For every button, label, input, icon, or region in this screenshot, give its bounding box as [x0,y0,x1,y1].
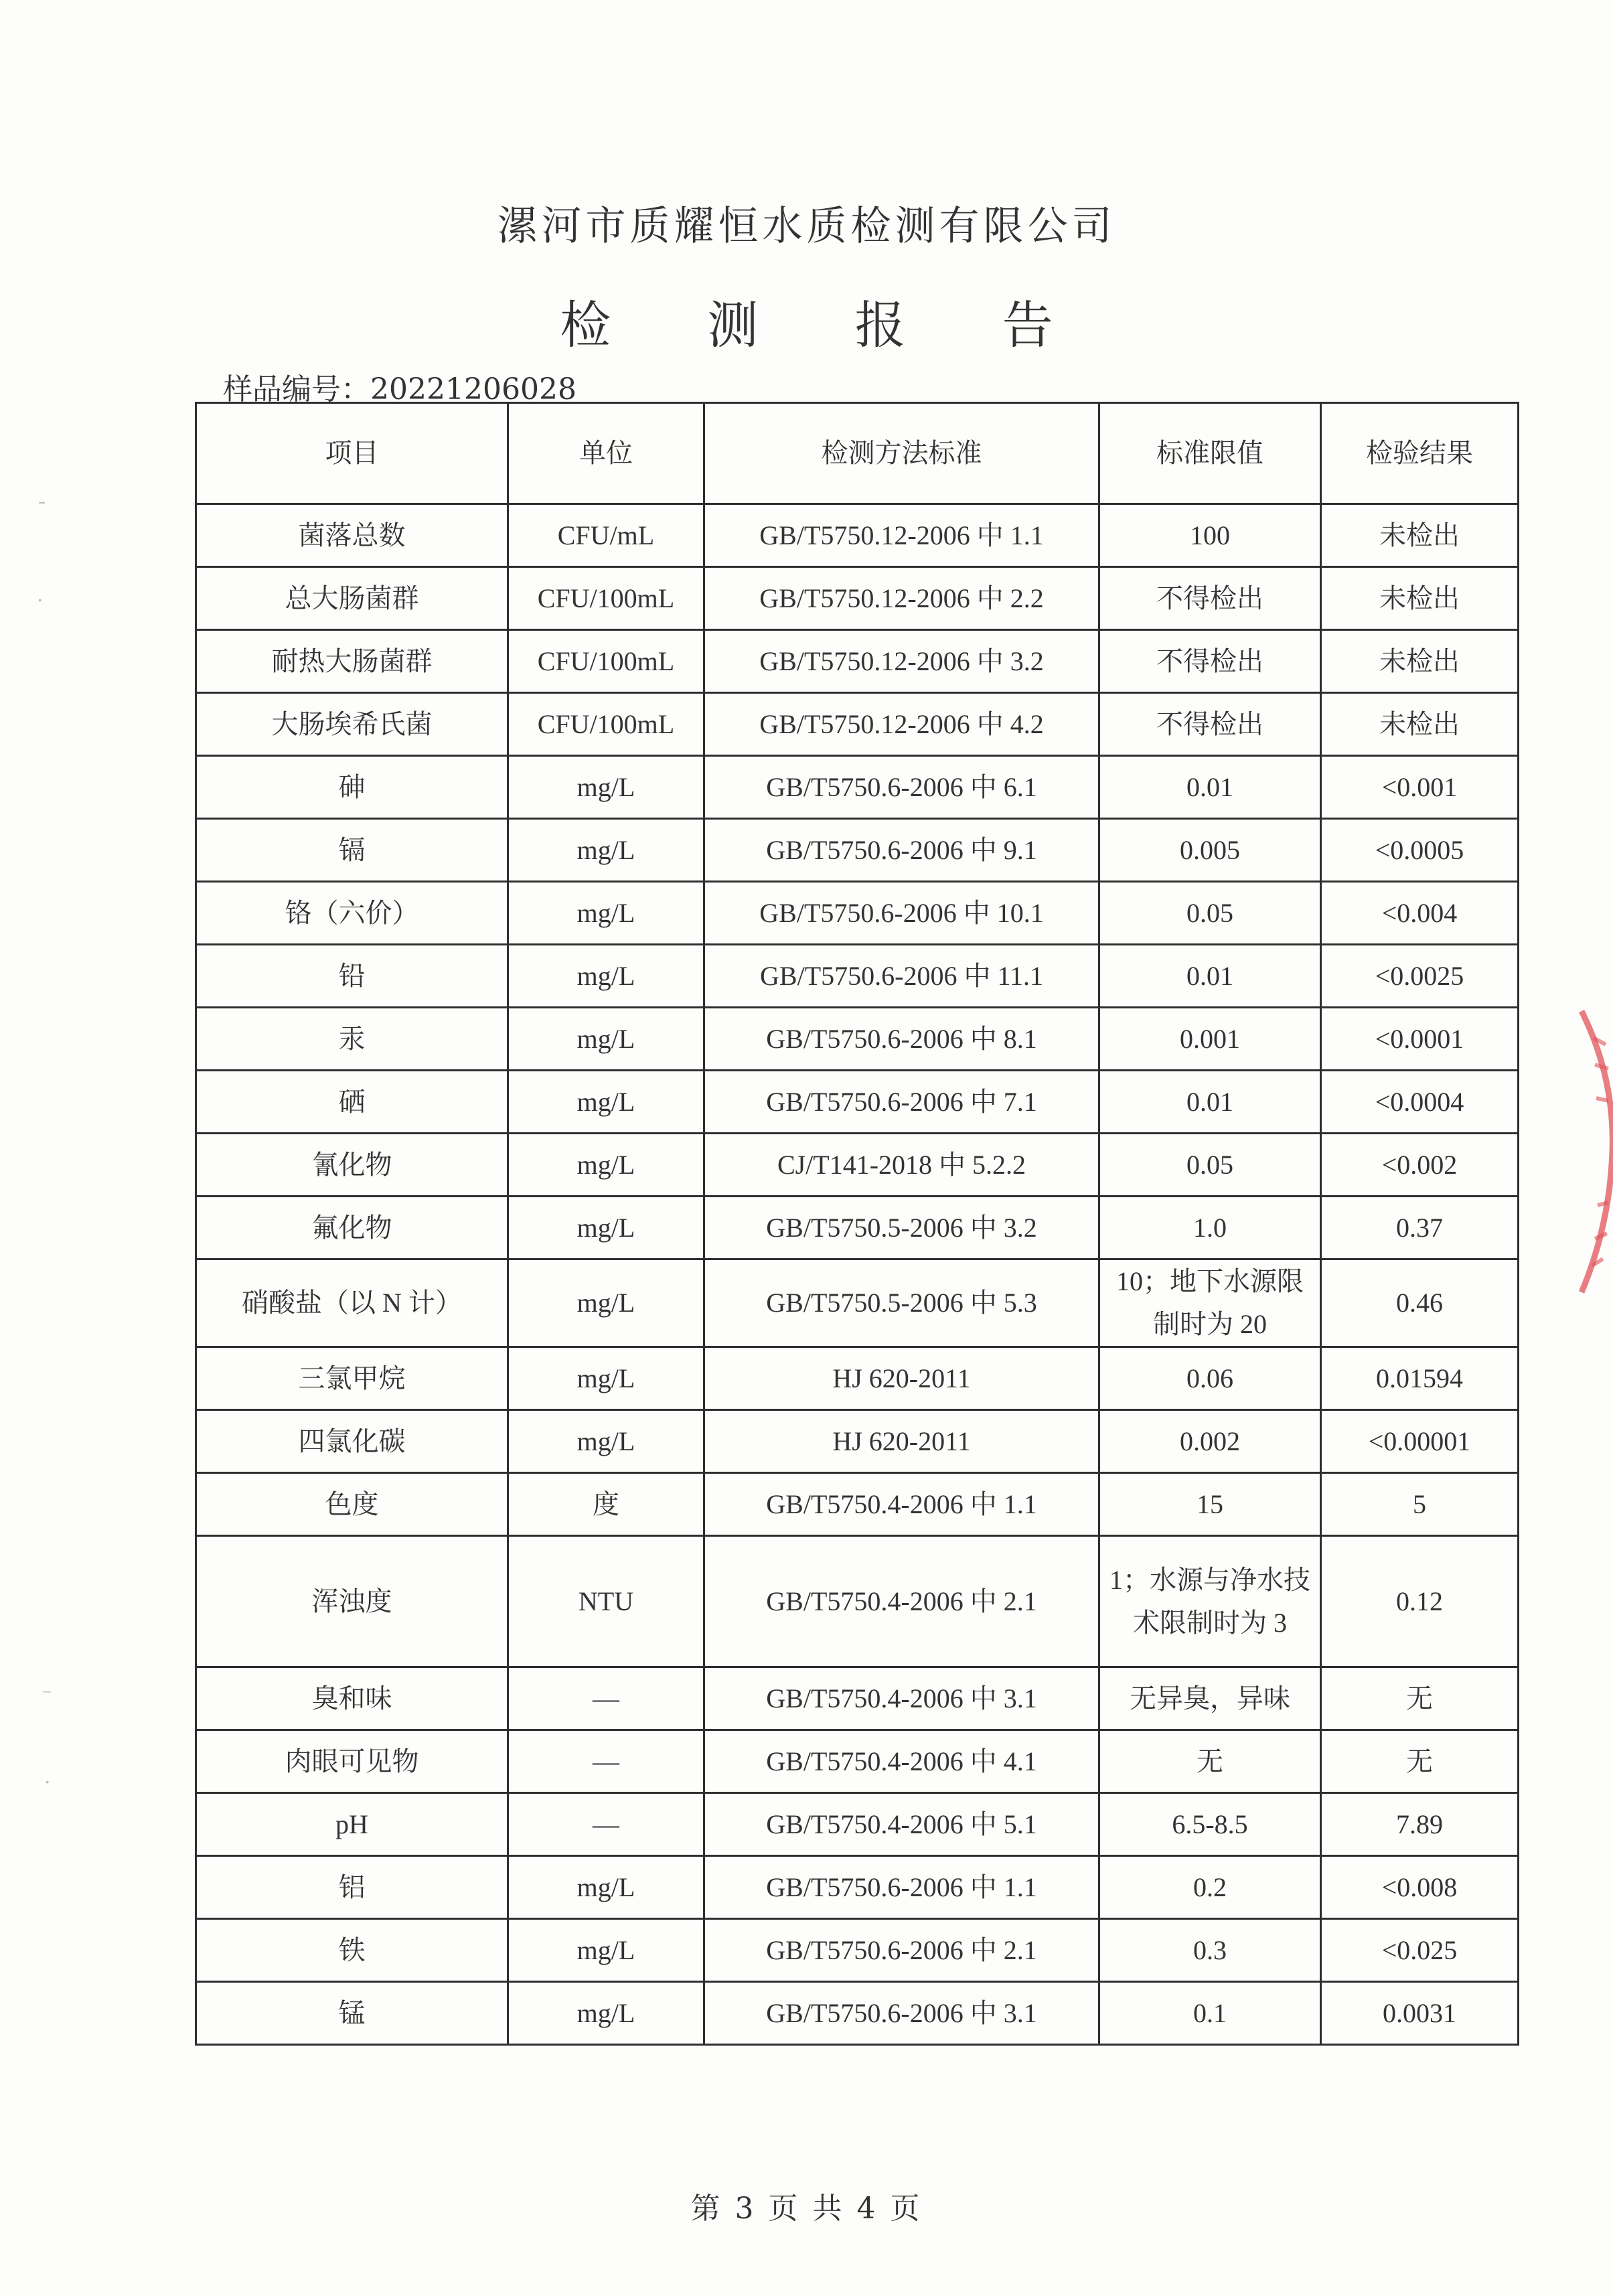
unit-cell: mg/L [508,1134,704,1197]
page-indicator: 第 3 页 共 4 页 [690,2192,923,2226]
method-cell: GB/T5750.6-2006 中 8.1 [704,1008,1099,1071]
result-cell: <0.025 [1321,1919,1519,1982]
result-cell: 未检出 [1321,567,1519,630]
limit-cell: 0.001 [1099,1008,1321,1071]
table-row [196,1197,1519,1259]
report-title: 检 测 报 告 [560,295,1093,355]
unit-cell: CFU/100mL [508,693,704,756]
item-cell: 锰 [196,1982,508,2045]
result-cell: 0.37 [1321,1197,1519,1259]
limit-cell: 15 [1099,1473,1321,1536]
unit-cell: — [508,1730,704,1793]
test-results-table [195,402,1519,2046]
item-cell: 大肠埃希氏菌 [196,693,508,756]
limit-cell: 100 [1099,504,1321,567]
method-cell: HJ 620-2011 [704,1410,1099,1473]
item-cell: 浑浊度 [196,1536,508,1667]
scan-mark: · [37,589,44,613]
limit-cell: 不得检出 [1099,567,1321,630]
method-cell: GB/T5750.4-2006 中 5.1 [704,1793,1099,1856]
unit-cell: CFU/100mL [508,630,704,693]
result-cell: 未检出 [1321,504,1519,567]
column-header-item: 项目 [196,403,508,504]
item-cell: 总大肠菌群 [196,567,508,630]
item-cell: 铅 [196,945,508,1008]
limit-cell: 1.0 [1099,1197,1321,1259]
limit-cell: 10；地下水源限制时为 20 [1099,1259,1321,1347]
result-cell: <0.0004 [1321,1071,1519,1134]
item-cell: 砷 [196,756,508,819]
unit-cell: — [508,1667,704,1730]
method-cell: GB/T5750.4-2006 中 2.1 [704,1536,1099,1667]
column-header-unit: 单位 [508,403,704,504]
method-cell: GB/T5750.6-2006 中 11.1 [704,945,1099,1008]
scan-mark: ˉ [37,499,47,522]
table-row [196,756,1519,819]
item-cell: 耐热大肠菌群 [196,630,508,693]
table-row [196,1856,1519,1919]
result-cell: 0.01594 [1321,1347,1519,1410]
table-row [196,1793,1519,1856]
unit-cell: — [508,1793,704,1856]
result-cell: 无 [1321,1667,1519,1730]
table-row [196,819,1519,882]
limit-cell: 不得检出 [1099,693,1321,756]
table-row [196,1410,1519,1473]
method-cell: GB/T5750.6-2006 中 10.1 [704,882,1099,945]
method-cell: GB/T5750.12-2006 中 2.2 [704,567,1099,630]
limit-cell: 无异臭，异味 [1099,1667,1321,1730]
column-header-method: 检测方法标准 [704,403,1099,504]
result-cell: 未检出 [1321,630,1519,693]
unit-cell: 度 [508,1473,704,1536]
method-cell: GB/T5750.6-2006 中 6.1 [704,756,1099,819]
limit-cell: 无 [1099,1730,1321,1793]
result-cell: <0.004 [1321,882,1519,945]
table-row [196,945,1519,1008]
unit-cell: mg/L [508,1856,704,1919]
table-row [196,1347,1519,1410]
limit-cell: 0.06 [1099,1347,1321,1410]
unit-cell: mg/L [508,1071,704,1134]
result-cell: 7.89 [1321,1793,1519,1856]
limit-cell: 0.1 [1099,1982,1321,2045]
result-cell: <0.008 [1321,1856,1519,1919]
limit-cell: 0.01 [1099,945,1321,1008]
item-cell: 三氯甲烷 [196,1347,508,1410]
result-cell: <0.002 [1321,1134,1519,1197]
table-row [196,1667,1519,1730]
limit-cell: 0.2 [1099,1856,1321,1919]
table-header-row [196,403,1519,504]
result-cell: <0.0005 [1321,819,1519,882]
method-cell: GB/T5750.6-2006 中 9.1 [704,819,1099,882]
unit-cell: CFU/100mL [508,567,704,630]
limit-cell: 6.5-8.5 [1099,1793,1321,1856]
method-cell: GB/T5750.5-2006 中 5.3 [704,1259,1099,1347]
unit-cell: mg/L [508,945,704,1008]
unit-cell: mg/L [508,1982,704,2045]
method-cell: HJ 620-2011 [704,1347,1099,1410]
limit-cell: 0.05 [1099,882,1321,945]
item-cell: 硝酸盐（以 N 计） [196,1259,508,1347]
method-cell: GB/T5750.6-2006 中 3.1 [704,1982,1099,2045]
sample-number: 样品编号：20221206028 [223,372,577,406]
result-cell: <0.00001 [1321,1410,1519,1473]
item-cell: pH [196,1793,508,1856]
limit-cell: 0.05 [1099,1134,1321,1197]
unit-cell: CFU/mL [508,504,704,567]
table-row [196,1071,1519,1134]
item-cell: 硒 [196,1071,508,1134]
table-row [196,1008,1519,1071]
table-row [196,567,1519,630]
unit-cell: mg/L [508,1197,704,1259]
table-row [196,504,1519,567]
item-cell: 镉 [196,819,508,882]
unit-cell: mg/L [508,882,704,945]
item-cell: 铝 [196,1856,508,1919]
table-row [196,1134,1519,1197]
item-cell: 肉眼可见物 [196,1730,508,1793]
column-header-limit: 标准限值 [1099,403,1321,504]
table-row [196,1259,1519,1347]
result-cell: <0.0025 [1321,945,1519,1008]
limit-cell: 0.01 [1099,756,1321,819]
table-row [196,1473,1519,1536]
item-cell: 臭和味 [196,1667,508,1730]
scan-mark: · [44,1771,51,1794]
unit-cell: mg/L [508,1410,704,1473]
table-row [196,1919,1519,1982]
result-cell: 0.12 [1321,1536,1519,1667]
method-cell: GB/T5750.12-2006 中 3.2 [704,630,1099,693]
result-cell: 未检出 [1321,693,1519,756]
method-cell: CJ/T141-2018 中 5.2.2 [704,1134,1099,1197]
result-cell: 0.0031 [1321,1982,1519,2045]
result-cell: 0.46 [1321,1259,1519,1347]
unit-cell: mg/L [508,1008,704,1071]
limit-cell: 0.005 [1099,819,1321,882]
item-cell: 氰化物 [196,1134,508,1197]
method-cell: GB/T5750.4-2006 中 4.1 [704,1730,1099,1793]
unit-cell: mg/L [508,1919,704,1982]
limit-cell: 0.3 [1099,1919,1321,1982]
table-row [196,1730,1519,1793]
table-row [196,630,1519,693]
item-cell: 铬（六价） [196,882,508,945]
company-name: 漯河市质耀恒水质检测有限公司 [497,203,1116,250]
method-cell: GB/T5750.6-2006 中 1.1 [704,1856,1099,1919]
column-header-result: 检验结果 [1321,403,1519,504]
table-row [196,693,1519,756]
limit-cell: 不得检出 [1099,630,1321,693]
method-cell: GB/T5750.12-2006 中 4.2 [704,693,1099,756]
method-cell: GB/T5750.6-2006 中 7.1 [704,1071,1099,1134]
scan-mark: ⁻ [42,1684,52,1707]
table-row [196,882,1519,945]
method-cell: GB/T5750.4-2006 中 3.1 [704,1667,1099,1730]
unit-cell: mg/L [508,756,704,819]
method-cell: GB/T5750.12-2006 中 1.1 [704,504,1099,567]
item-cell: 氟化物 [196,1197,508,1259]
item-cell: 四氯化碳 [196,1410,508,1473]
unit-cell: mg/L [508,1347,704,1410]
item-cell: 铁 [196,1919,508,1982]
limit-cell: 0.002 [1099,1410,1321,1473]
result-cell: 5 [1321,1473,1519,1536]
table-row [196,1536,1519,1667]
item-cell: 色度 [196,1473,508,1536]
item-cell: 菌落总数 [196,504,508,567]
unit-cell: mg/L [508,819,704,882]
method-cell: GB/T5750.4-2006 中 1.1 [704,1473,1099,1536]
table-row [196,1982,1519,2045]
unit-cell: mg/L [508,1259,704,1347]
item-cell: 汞 [196,1008,508,1071]
method-cell: GB/T5750.6-2006 中 2.1 [704,1919,1099,1982]
limit-cell: 1；水源与净水技术限制时为 3 [1099,1536,1321,1667]
result-cell: <0.0001 [1321,1008,1519,1071]
method-cell: GB/T5750.5-2006 中 3.2 [704,1197,1099,1259]
result-cell: 无 [1321,1730,1519,1793]
limit-cell: 0.01 [1099,1071,1321,1134]
official-seal-stamp [1575,1004,1613,1299]
result-cell: <0.001 [1321,756,1519,819]
unit-cell: NTU [508,1536,704,1667]
